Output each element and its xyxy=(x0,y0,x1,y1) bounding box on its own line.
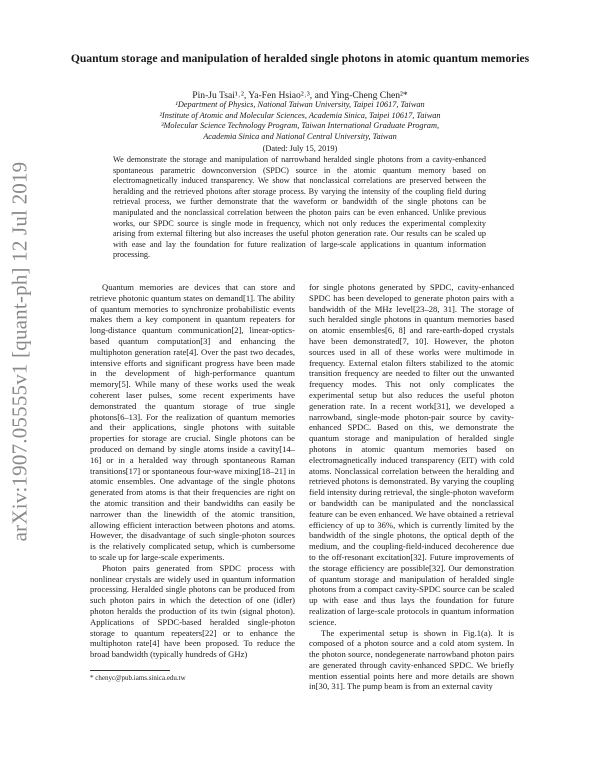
author-list: Pin-Ju Tsai¹˒², Ya-Fen Hsiao²˒³, and Ying-Cheng Chen²* xyxy=(192,90,408,101)
arxiv-stamp xyxy=(2,136,38,566)
abstract: We demonstrate the storage and manipulation of narrowband heralded single photons from a cavity-enhanced spontaneous parametric downconversion (SPDC) source in the atomic quantum memory based on electromagnetically induced transparency. We show that nonclassical correlations are preserved between the heralding and the retrieved photons after storage process. By varying the intensity of the coupling field during retrieval process, we further demonstrate that the waveform or bandwidth of the single photons can be manipulated and the nonclassical correlation between the photon pairs can be even enhanced. Unlike previous works, our SPDC source is single mode in frequency, which not only reduces the experimental complexity arising from external filtering but also increases the useful photon generation rate. Our results can be scaled up with ease and lay the foundation for future realization of large-scale applications in quantum information processing. xyxy=(113,155,486,260)
body-paragraph: for single photons generated by SPDC, cavity-enhanced SPDC has been developed to generate photon pairs with a bandwidth of the MHz level[23–28, 31]. The storage of such heralded single photons in quantum memories based on atomic ensembles[6, 8] and rare-earth-doped crystals have been demonstrated[7, 10]. However, the photon sources used in all of these works were multimode in frequency. External etalon filters stabilized to the atomic transition frequency are needed to filter out the unwanted frequency modes. This not only complicates the experimental setup but also reduces the useful photon generation rate. In a recent work[31], we developed a narrowband, single-mode photon-pair source by cavity-enhanced SPDC. Based on this, we demonstrate the quantum storage and manipulation of heralded single photons in atomic quantum memories based on electromagnetically induced transparency (EIT) with cold atoms. Nonclassical correlation between the heralding and retrieved photons is demonstrated. By varying the coupling field intensity during retrieval, the single-photon waveform or bandwidth can be manipulated and the nonclassical feature can be even enhanced. We have obtained a retrieval efficiency of up to 36%, which is currently limited by the bandwidth of the single photons, the optical depth of the medium, and the coupling-field-induced decoherence due to the off-resonant excitation[32]. Future improvements of the storage efficiency are possible[32]. Our demonstration of quantum storage and manipulation of heralded single photons from a compact cavity-SPDC source can be scaled up with ease and thus lays the foundation for future realization of large-scale protocols in quantum information science. xyxy=(309,282,514,627)
affiliation-1: ¹Department of Physics, National Taiwan University, Taipei 10617, Taiwan xyxy=(175,100,425,109)
paper-title: Quantum storage and manipulation of heralded single photons in atomic quantum memories xyxy=(70,52,530,65)
affiliations xyxy=(60,100,540,142)
right-column xyxy=(309,282,514,692)
body-paragraph: Quantum memories are devices that can store and retrieve photonic quantum states on demand[1]. The ability of quantum memories to synchronize probabilistic events makes them a key component in quantum repeaters for long-distance quantum communication[2], linear-optics-based quantum computation[3] and enhancing the multiphoton generation rate[4]. Over the past two decades, intensive efforts and significant progress have been made in the development of high-performance quantum memory[5]. While many of these works used the weak coherent laser pulses, some recent experiments have demonstrated the quantum storage of true single photons[6–13]. For the realization of quantum memories and their applications, single photons with suitable properties for storage are crucial. Single photons can be produced on demand by single atoms inside a cavity[14–16] or in a heralded way through spontaneous Raman transitions[17] or spontaneous four-wave mixing[18–21] in atomic ensembles. One advantage of the single photons generated from atoms is that their frequencies are right on the atomic transition and their bandwidths can easily be narrower than the linewidth of the atomic transition, allowing efficient interaction between photons and atoms. However, the disadvantage of such single-photon sources is the relatively complicated setup, which is cumbersome to scale up for large-scale experiments. xyxy=(90,282,295,562)
affiliation-4: Academia Sinica and National Central University, Taiwan xyxy=(203,131,397,141)
affiliation-3: ³Molecular Science Technology Program, Taiwan International Graduate Program, xyxy=(160,121,440,131)
body-paragraph: Photon pairs generated from SPDC process with nonlinear crystals are widely used in quantum information processing. Heralded single photons can be produced from such photon pairs in which the detection of one (idler) photon heralds the production of its twin (signal photon). Applications of SPDC-based heralded single-photon storage to quantum repeaters[22] or to enhance the multiphoton rate[4] have been proposed. To reduce the broad bandwidth (typically hundreds of GHz) xyxy=(90,562,295,660)
body-paragraph: The experimental setup is shown in Fig.1(a). It is composed of a photon source and a cold atom system. In the photon source, nondegenerate narrowband photon pairs are generated through cavity-enhanced SPDC. We briefly mention essential points here and more details are shown in[30, 31]. The pump beam is from an external cavity xyxy=(309,627,514,692)
left-column xyxy=(90,282,295,660)
footnote-email: * chenyc@pub.iams.sinica.edu.tw xyxy=(90,674,186,682)
dated-line: (Dated: July 15, 2019) xyxy=(262,144,338,153)
footnote-rule xyxy=(90,670,170,671)
arxiv-stamp-text: arXiv:1907.05555v1 [quant-ph] 12 Jul 2019 xyxy=(7,161,32,541)
affiliation-2: ²Institute of Atomic and Molecular Sciences, Academia Sinica, Taipei 10617, Taiwan xyxy=(159,110,441,120)
